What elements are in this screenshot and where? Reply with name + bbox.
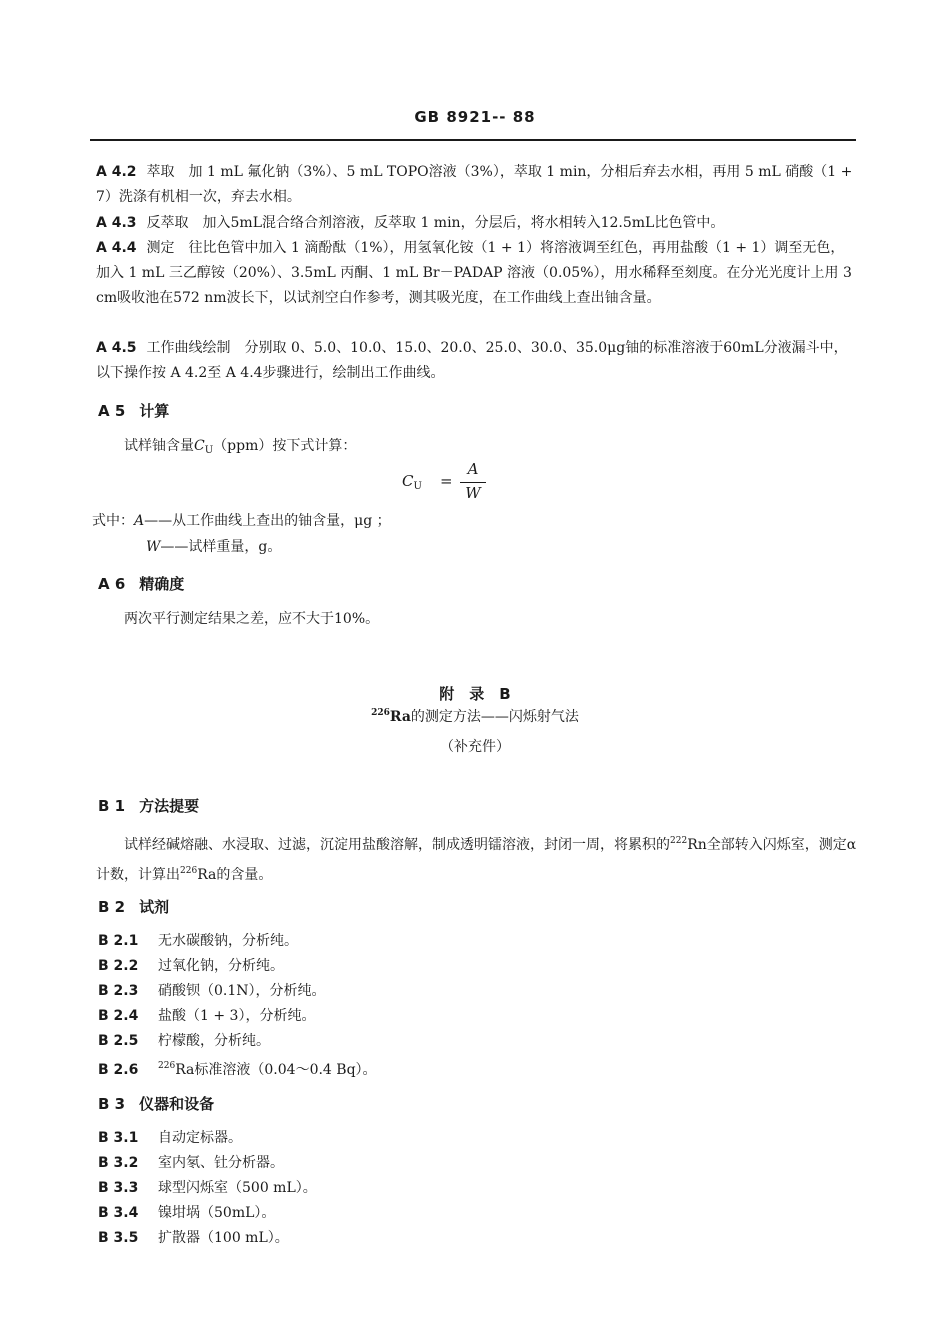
formula-subscript: U (413, 481, 422, 492)
section-b3-heading (98, 1093, 214, 1114)
item-number: B 2.3 (98, 983, 139, 999)
symbol-c: C (194, 438, 205, 454)
list-item (98, 1202, 275, 1224)
intro-text-end: （ppm）按下式计算： (213, 438, 357, 454)
standard-number-header: GB 8921-- 88 (414, 108, 536, 126)
item-number: B 3.1 (98, 1130, 139, 1146)
formula-where-w (146, 534, 908, 560)
where-symbol: A (134, 513, 145, 529)
clause-text: 工作曲线绘制 分别取 0、5.0、10.0、15.0、20.0、25.0、30.0、35.0μg铀的标准溶液于60mL分液漏斗中，以下操作按 A 4.2至 A 4.4步骤进行，绘制出工作曲线。 (96, 340, 848, 381)
item-number: B 2.6 (98, 1062, 139, 1078)
item-text: 硝酸钡（0.1N），分析纯。 (158, 983, 326, 999)
formula-lhs (402, 472, 422, 492)
clause-text: 萃取 加 1 mL 氟化钠（3%）、5 mL TOPO溶液（3%），萃取 1 min，分相后弃去水相，再用 5 mL 硝酸（1 + 7）洗涤有机相一次，弃去水相。 (96, 164, 853, 205)
clause-number: A 4.2 (96, 164, 137, 180)
section-number: A 5 (98, 402, 126, 420)
formula-c: C (402, 472, 414, 490)
where-label: 式中： (92, 513, 134, 529)
clause-a4-4 (96, 236, 858, 311)
list-item (98, 1030, 270, 1052)
clause-number: A 4.3 (96, 215, 137, 231)
item-text: 过氧化钠，分析纯。 (158, 958, 284, 974)
intro-text: 试样铀含量 (124, 438, 194, 454)
where-desc: ——试样重量，g。 (160, 539, 282, 555)
section-title: 仪器和设备 (139, 1095, 215, 1113)
radium-symbol: Ra (389, 709, 411, 725)
list-item (98, 1127, 242, 1149)
list-item (98, 1055, 377, 1081)
formula-where-a (92, 508, 854, 534)
b1-text (96, 828, 858, 888)
item-number: B 2.4 (98, 1008, 139, 1024)
section-title: 计算 (139, 402, 170, 420)
section-b2-heading (98, 896, 169, 917)
item-text: 自动定标器。 (158, 1130, 242, 1146)
item-text: 无水碳酸钠，分析纯。 (158, 933, 298, 949)
section-number: B 3 (98, 1095, 126, 1113)
clause-a4-5 (96, 336, 858, 386)
a5-intro (124, 433, 886, 464)
list-item (98, 980, 326, 1002)
list-item (98, 955, 284, 977)
item-text: 扩散器（100 mL）。 (158, 1230, 289, 1246)
clause-a4-3 (96, 211, 858, 236)
subtitle-text: 的测定方法——闪烁射气法 (410, 709, 579, 725)
item-text: 镍坩埚（50mL）。 (158, 1205, 276, 1221)
isotope-mass: 226 (371, 708, 390, 718)
item-text: 柠檬酸，分析纯。 (158, 1033, 270, 1049)
appendix-title: 附 录 B (439, 685, 511, 703)
section-title: 精确度 (139, 575, 185, 593)
list-item (98, 1152, 284, 1174)
formula-equals: = (440, 472, 453, 490)
symbol-subscript: U (204, 445, 214, 456)
appendix-subtitle (0, 706, 950, 726)
formula-numerator: A (467, 460, 479, 478)
b1-text-part: 试样经碱熔融、水浸取、过滤，沉淀用盐酸溶解，制成透明镭溶液，封闭一周，将累积的 (124, 837, 670, 853)
section-number: B 1 (98, 797, 126, 815)
list-item (98, 930, 298, 952)
item-number: B 2.5 (98, 1033, 139, 1049)
item-number: B 3.3 (98, 1180, 139, 1196)
item-number: B 2.1 (98, 933, 139, 949)
clause-a4-2 (96, 160, 858, 210)
item-text: Ra标准溶液（0.04～0.4 Bq）。 (175, 1062, 377, 1078)
section-number: A 6 (98, 575, 126, 593)
list-item (98, 1177, 317, 1199)
item-number: B 3.4 (98, 1205, 139, 1221)
fraction-bar (460, 482, 486, 483)
formula-denominator: W (465, 484, 481, 502)
item-text: 盐酸（1 + 3），分析纯。 (158, 1008, 316, 1024)
clause-text: 测定 往比色管中加入 1 滴酚酞（1%），用氢氧化铵（1 + 1）将溶液调至红色，再用盐酸（1 + 1）调至无色，加入 1 mL 三乙醇铵（20%）、3.5mL 丙酮、1 mL Br－PADAP 溶液（0.05%），用水稀释至刻度。在分光光度计上用 3 cm吸收池在572 nm波长下，以试剂空白作参考，测其吸光度，在工作曲线上查出铀含量。 (96, 240, 852, 306)
appendix-note: （补充件） (440, 739, 510, 755)
list-item (98, 1005, 315, 1027)
a6-text: 两次平行测定结果之差，应不大于10%。 (124, 611, 380, 627)
item-number: B 2.2 (98, 958, 139, 974)
b1-text-part: Ra的含量。 (197, 867, 273, 883)
isotope-mass: 226 (158, 1061, 176, 1071)
clause-number: A 4.5 (96, 340, 137, 356)
item-text: 室内氡、钍分析器。 (158, 1155, 284, 1171)
section-b1-heading (98, 795, 199, 816)
clause-text: 反萃取 加入5mL混合络合剂溶液，反萃取 1 min，分层后，将水相转入12.5mL比色管中。 (146, 215, 725, 231)
item-number: B 3.5 (98, 1230, 139, 1246)
where-symbol: W (146, 539, 161, 555)
section-title: 试剂 (139, 898, 170, 916)
b1-text-part: Rn全部转入闪烁室，测定α计数，计算出 (96, 837, 857, 883)
isotope-mass: 226 (180, 866, 198, 876)
section-a5-heading (98, 400, 169, 421)
item-text: 球型闪烁室（500 mL）。 (158, 1180, 317, 1196)
clause-number: A 4.4 (96, 240, 137, 256)
where-desc: ——从工作曲线上查出的铀含量，μg ； (144, 513, 391, 529)
list-item (98, 1227, 289, 1249)
section-a6-heading (98, 573, 184, 594)
isotope-mass: 222 (670, 836, 688, 846)
header-rule (90, 139, 856, 141)
section-title: 方法提要 (139, 797, 200, 815)
section-number: B 2 (98, 898, 126, 916)
item-number: B 3.2 (98, 1155, 139, 1171)
